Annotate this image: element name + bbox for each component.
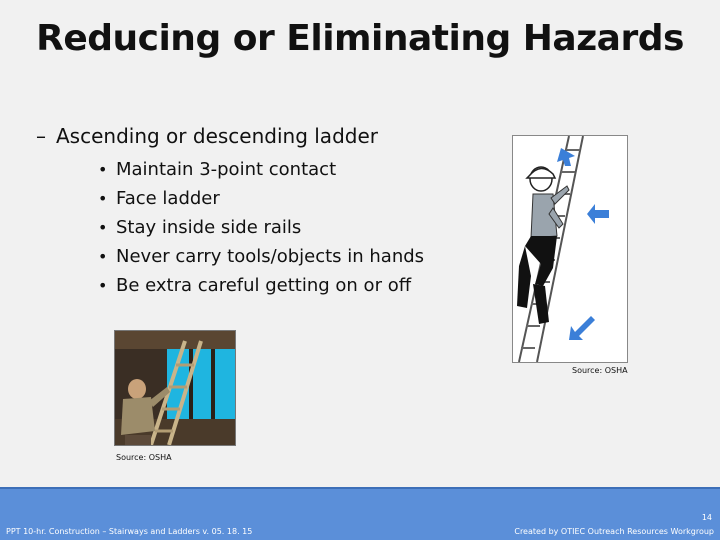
bullet-item: • Be extra careful getting on or off xyxy=(98,271,424,300)
slide-number: 14 xyxy=(701,513,712,522)
slide-title: Reducing or Eliminating Hazards xyxy=(36,18,684,59)
ladder-diagram-caption: Source: OSHA xyxy=(572,366,628,375)
ladder-climber-illustration xyxy=(512,135,628,363)
bullet-item: • Face ladder xyxy=(98,184,424,213)
worker-on-ladder-photo xyxy=(114,330,236,446)
photo-caption: Source: OSHA xyxy=(116,453,172,462)
footer-rule xyxy=(0,487,720,489)
subheading xyxy=(36,124,378,148)
footer-bar xyxy=(0,487,720,540)
bullet-item: • Never carry tools/objects in hands xyxy=(98,242,424,271)
bullet-item: • Stay inside side rails xyxy=(98,213,424,242)
subheading-text: Ascending or descending ladder xyxy=(56,124,378,148)
dash-marker: – xyxy=(36,124,46,148)
footer-course-title: PPT 10-hr. Construction – Stairways and Ladders v. 05. 18. 15 xyxy=(6,527,253,536)
bullet-list xyxy=(98,155,424,300)
bullet-item: • Maintain 3-point contact xyxy=(98,155,424,184)
footer-credit: Created by OTIEC Outreach Resources Workgroup xyxy=(514,527,714,536)
